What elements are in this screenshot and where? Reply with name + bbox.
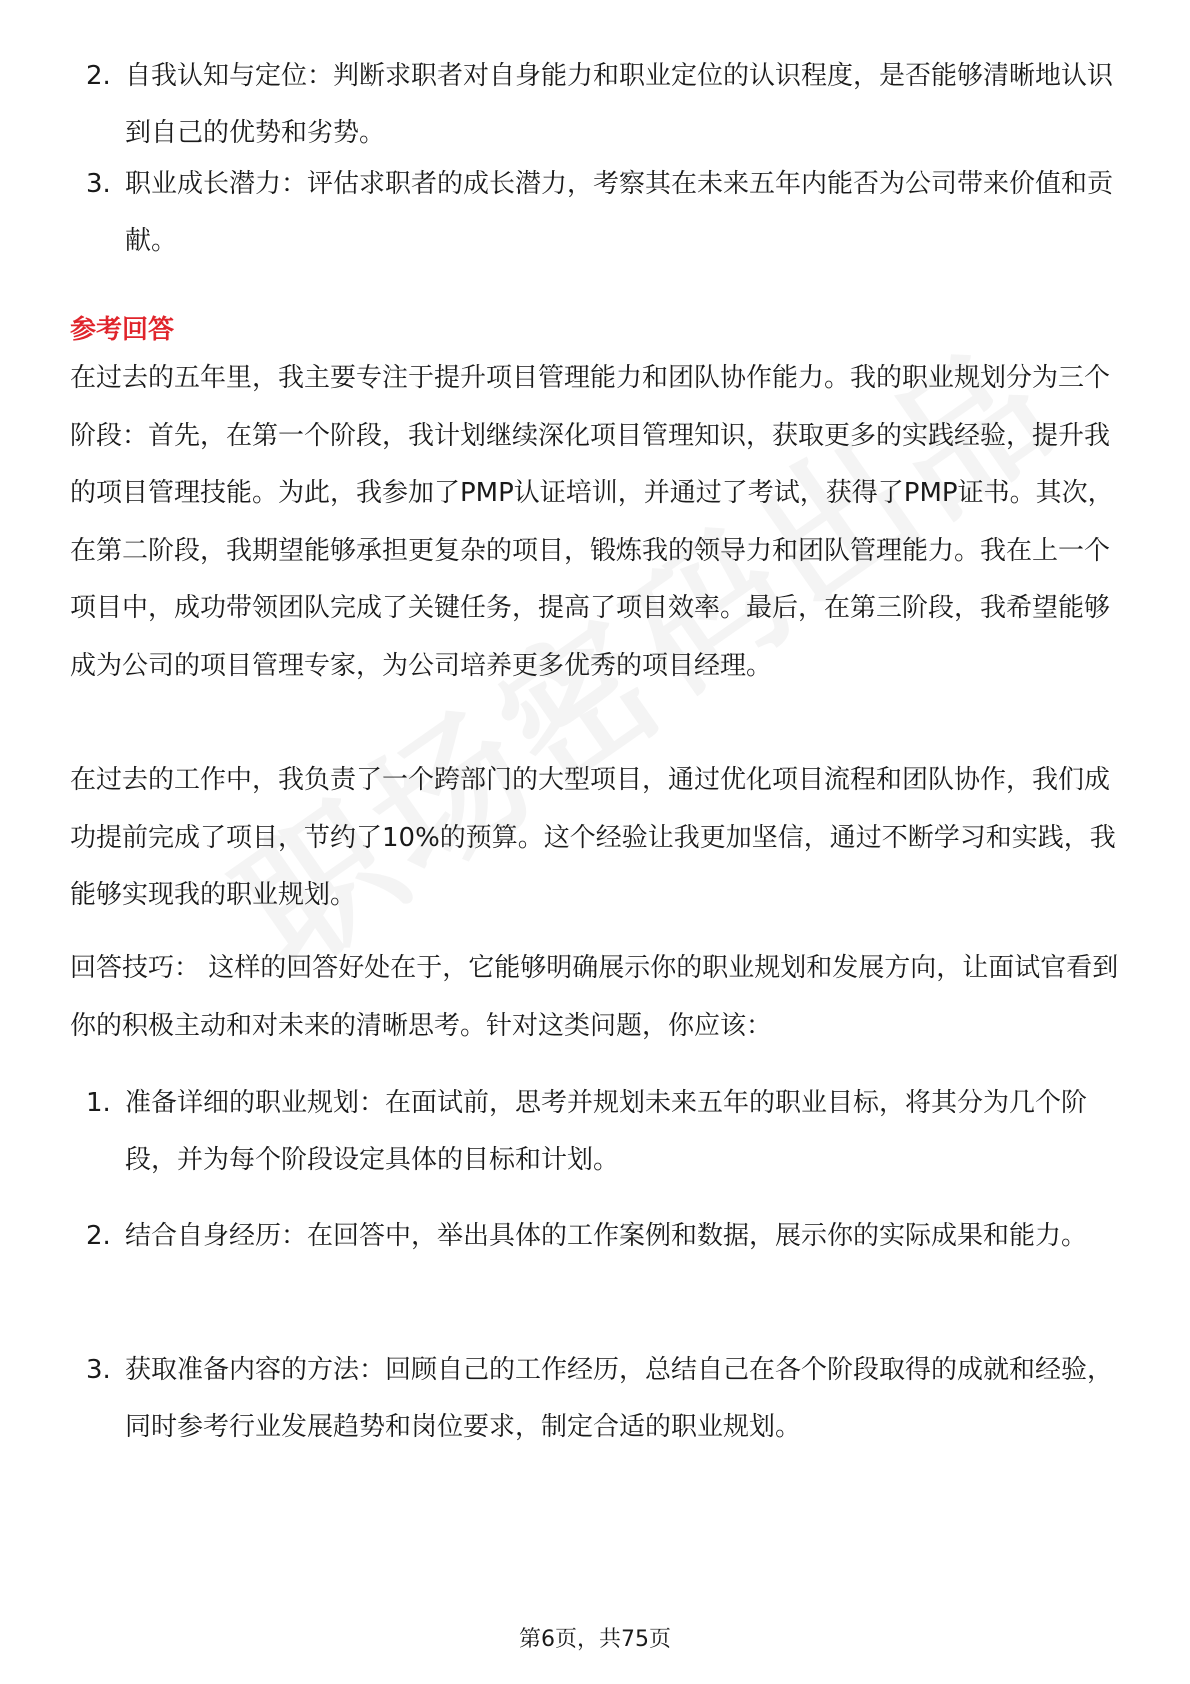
list-text: 获取准备内容的方法：回顾自己的工作经历，总结自己在各个阶段取得的成就和经验，同时参考行业发展趋势和岗位要求，制定合适的职业规划。	[125, 1355, 1114, 1442]
list-number: 3.	[86, 1355, 111, 1385]
list-number: 2.	[86, 1221, 111, 1251]
list-text: 结合自身经历：在回答中，举出具体的工作案例和数据，展示你的实际成果和能力。	[125, 1221, 1088, 1251]
page-footer: 第6页，共75页	[519, 1627, 671, 1652]
answer-paragraph-2: 在过去的工作中，我负责了一个跨部门的大型项目，通过优化项目流程和团队协作，我们成功提前完成了项目，节约了10%的预算。这个经验让我更加坚信，通过不断学习和实践，我能够实现我的职业规划。	[70, 765, 1116, 910]
list-number: 1.	[86, 1088, 111, 1118]
list-text: 自我认知与定位：判断求职者对自身能力和职业定位的认识程度，是否能够清晰地认识到自己的优势和劣势。	[125, 61, 1114, 148]
answer-paragraph-1: 在过去的五年里，我主要专注于提升项目管理能力和团队协作能力。我的职业规划分为三个阶段：首先，在第一个阶段，我计划继续深化项目管理知识，获取更多的实践经验，提升我的项目管理技能。为此，我参加了PMP认证培训，并通过了考试，获得了PMP证书。其次，在第二阶段，我期望能够承担更复杂的项目，锻炼我的领导力和团队管理能力。我在上一个项目中，成功带领团队完成了关键任务，提高了项目效率。最后，在第三阶段，我希望能够成为公司的项目管理专家，为公司培养更多优秀的项目经理。	[70, 363, 1114, 681]
list-number: 2.	[86, 61, 111, 91]
tips-paragraph: 回答技巧： 这样的回答好处在于，它能够明确展示你的职业规划和发展方向，让面试官看到你的积极主动和对未来的清晰思考。针对这类问题，你应该：	[70, 953, 1119, 1041]
list-text: 职业成长潜力：评估求职者的成长潜力，考察其在未来五年内能否为公司带来价值和贡献。	[125, 169, 1114, 256]
section-heading: 参考回答	[70, 315, 175, 345]
list-text: 准备详细的职业规划：在面试前，思考并规划未来五年的职业目标，将其分为几个阶段，并为每个阶段设定具体的目标和计划。	[125, 1088, 1088, 1175]
list-number: 3.	[86, 169, 111, 199]
